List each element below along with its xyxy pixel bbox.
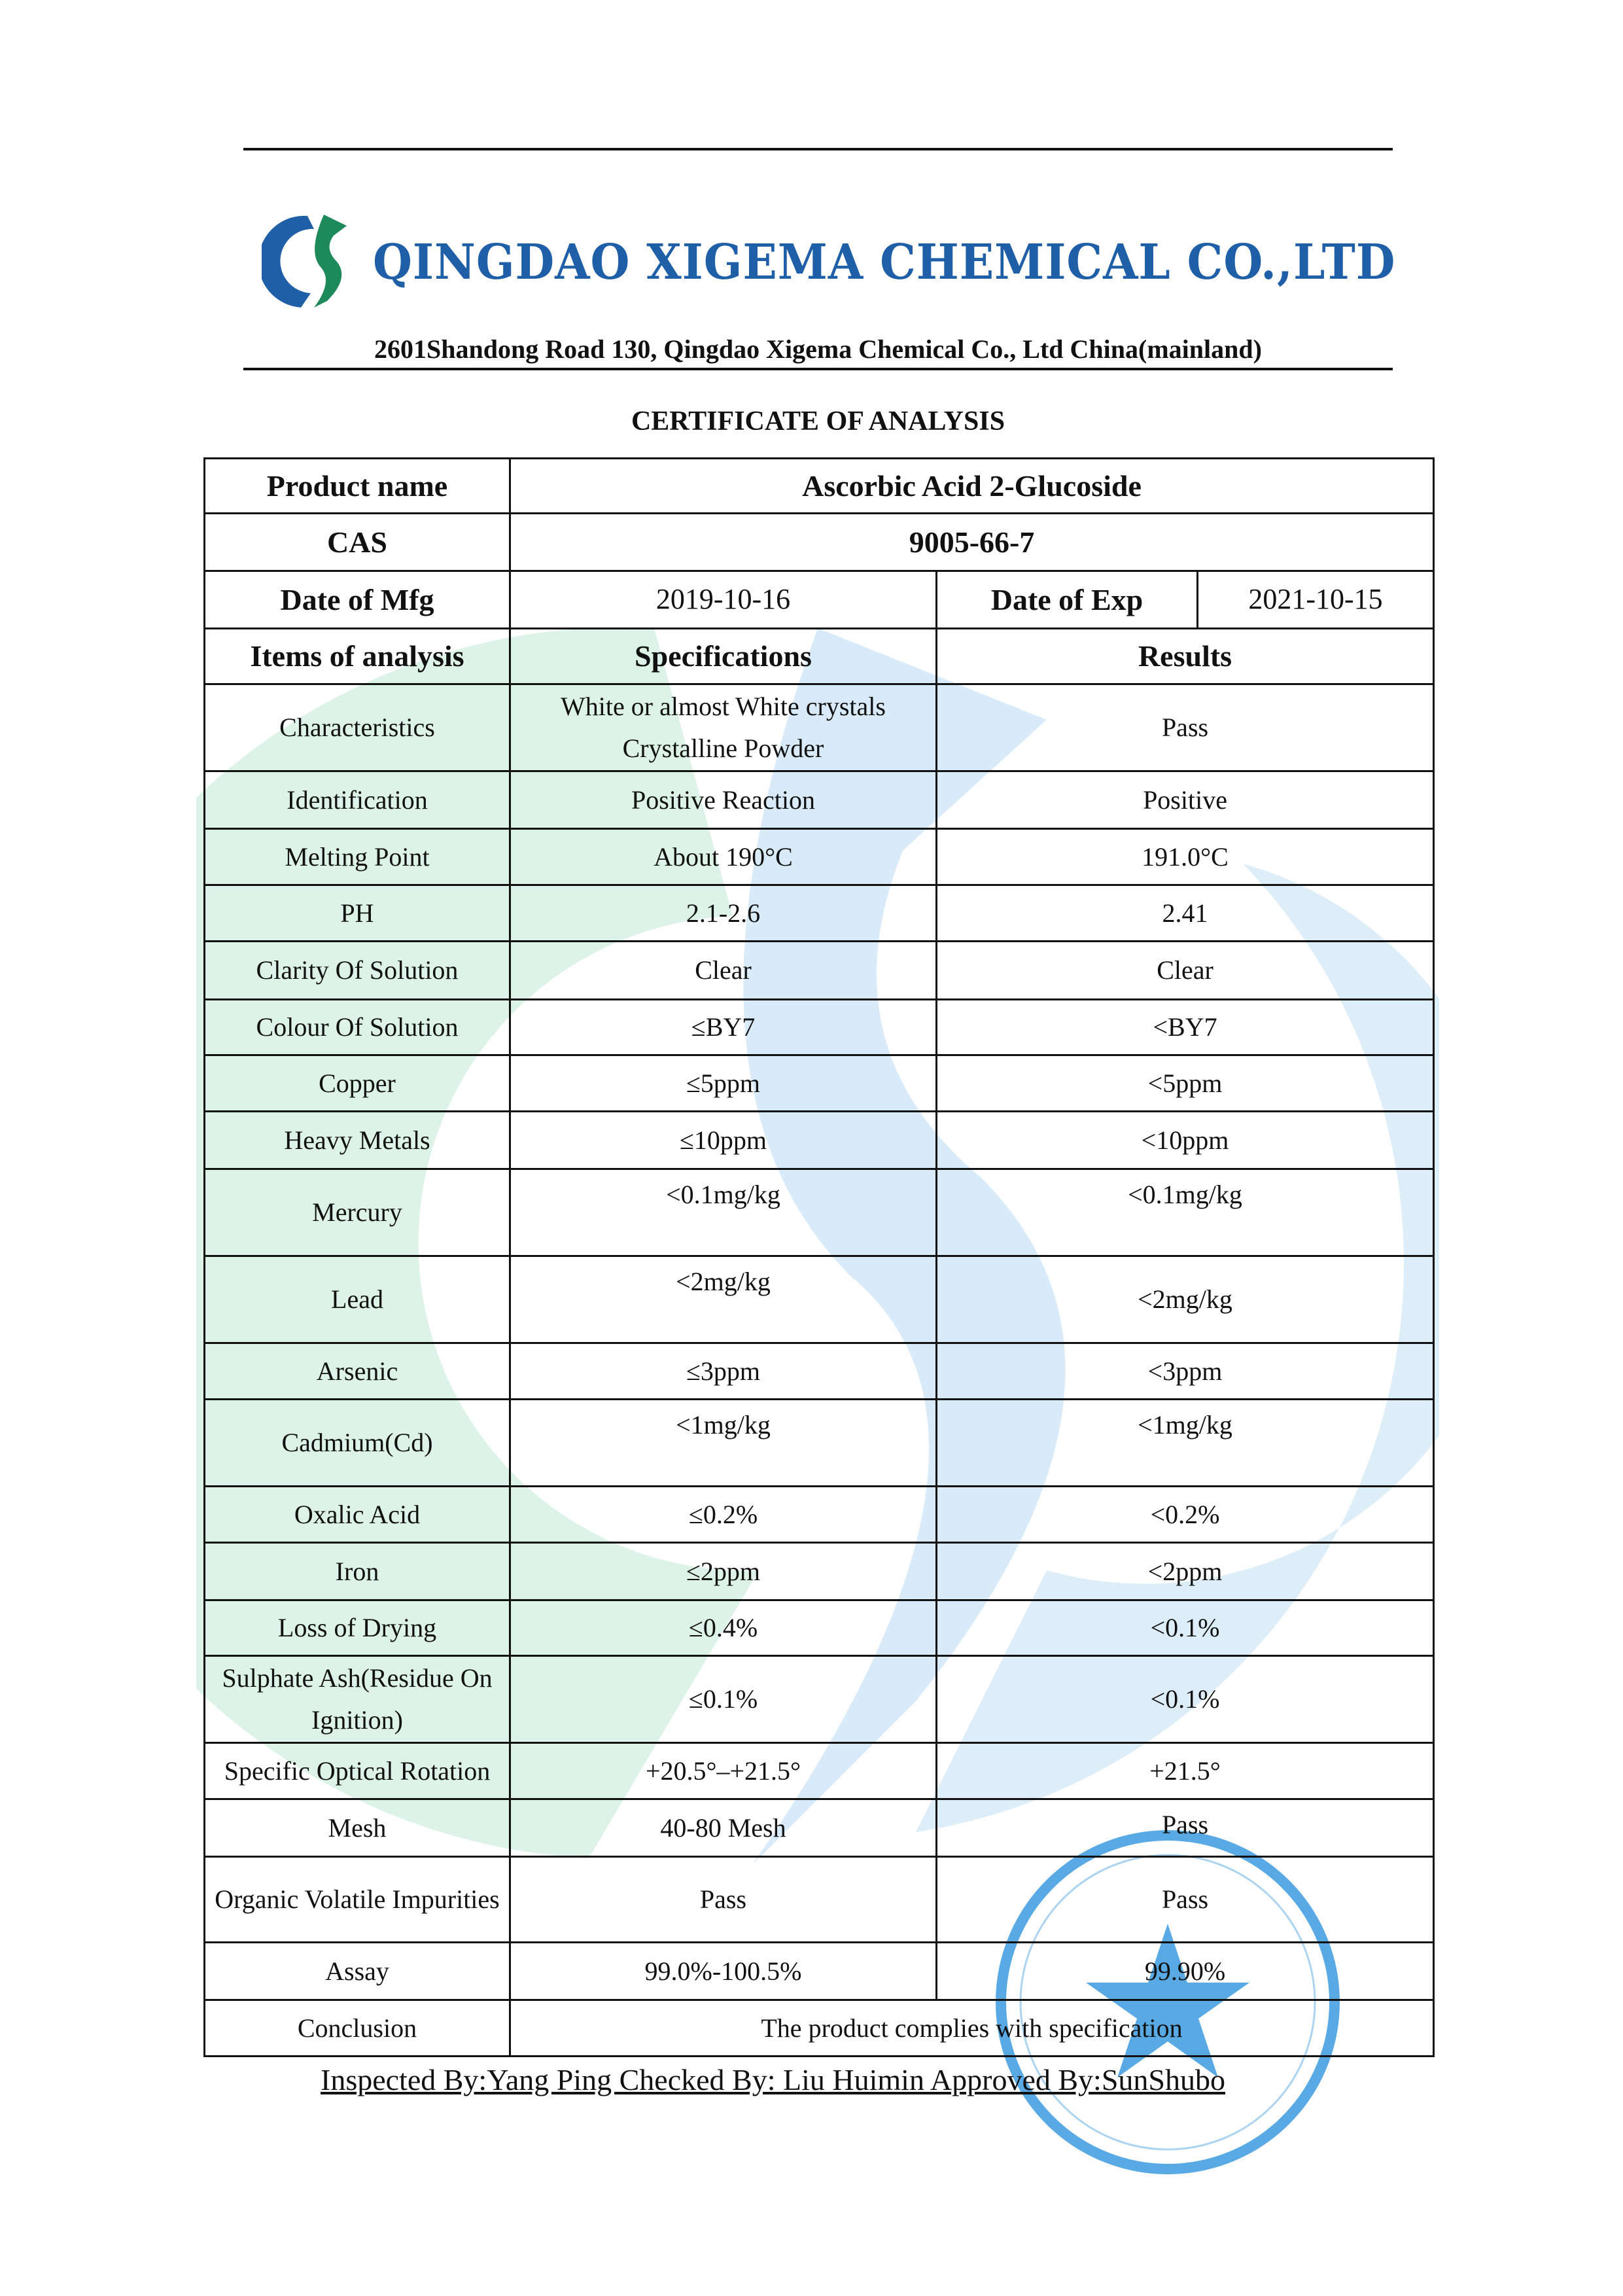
table-row xyxy=(205,771,1434,829)
item-cell: Mesh xyxy=(205,1799,510,1857)
result-cell: <10ppm xyxy=(937,1112,1434,1169)
product-name-label: Product name xyxy=(205,459,510,514)
conclusion-value: The product complies with specification xyxy=(510,2000,1434,2057)
spec-cell: ≤0.1% xyxy=(510,1656,937,1743)
item-cell: Arsenic xyxy=(205,1343,510,1400)
spec-cell: ≤10ppm xyxy=(510,1112,937,1169)
spec-cell: White or almost White crystals Crystalline Powder xyxy=(510,684,937,771)
cas-label: CAS xyxy=(205,514,510,571)
result-cell: 191.0°C xyxy=(937,829,1434,885)
table-row xyxy=(205,1857,1434,1943)
item-cell: Oxalic Acid xyxy=(205,1487,510,1543)
result-cell: Pass xyxy=(937,1857,1434,1943)
item-cell: Sulphate Ash(Residue On Ignition) xyxy=(205,1656,510,1743)
spec-cell: Pass xyxy=(510,1857,937,1943)
result-cell: Positive xyxy=(937,771,1434,829)
result-cell: +21.5° xyxy=(937,1743,1434,1799)
cas-value: 9005-66-7 xyxy=(510,514,1434,571)
result-cell: <0.1% xyxy=(937,1656,1434,1743)
document-title: CERTIFICATE OF ANALYSIS xyxy=(631,406,1005,436)
item-cell: PH xyxy=(205,885,510,942)
item-cell: Organic Volatile Impurities xyxy=(205,1857,510,1943)
table-row xyxy=(205,1543,1434,1600)
table-row xyxy=(205,1487,1434,1543)
result-cell: <0.1% xyxy=(937,1600,1434,1656)
mfg-value: 2019-10-16 xyxy=(510,571,937,629)
result-cell: <3ppm xyxy=(937,1343,1434,1400)
item-cell: Specific Optical Rotation xyxy=(205,1743,510,1799)
table-row xyxy=(205,1112,1434,1169)
item-cell: Cadmium(Cd) xyxy=(205,1400,510,1487)
logo-mark-icon xyxy=(262,209,366,314)
item-cell: Identification xyxy=(205,771,510,829)
table-row xyxy=(205,1600,1434,1656)
spec-cell: <0.1mg/kg xyxy=(510,1169,937,1256)
table-row xyxy=(205,684,1434,771)
column-header-items: Items of analysis xyxy=(205,629,510,684)
table-row xyxy=(205,1743,1434,1799)
item-cell: Melting Point xyxy=(205,829,510,885)
spec-cell: About 190°C xyxy=(510,829,937,885)
table-row xyxy=(205,1343,1434,1400)
spec-cell: ≤3ppm xyxy=(510,1343,937,1400)
conclusion-label: Conclusion xyxy=(205,2000,510,2057)
result-cell: <2ppm xyxy=(937,1543,1434,1600)
conclusion-row xyxy=(205,2000,1434,2057)
spec-cell: 99.0%-100.5% xyxy=(510,1943,937,2000)
result-cell: Clear xyxy=(937,942,1434,1000)
result-cell: 99.90% xyxy=(937,1943,1434,2000)
mfg-label: Date of Mfg xyxy=(205,571,510,629)
company-address: 2601Shandong Road 130, Qingdao Xigema Chemical Co., Ltd China(mainland) xyxy=(374,334,1262,364)
dates-row xyxy=(205,571,1434,629)
exp-label: Date of Exp xyxy=(937,571,1198,629)
company-name: QINGDAO XIGEMA CHEMICAL CO.,LTD xyxy=(373,234,1396,291)
spec-cell: ≤0.4% xyxy=(510,1600,937,1656)
item-cell: Heavy Metals xyxy=(205,1112,510,1169)
spec-cell: ≤5ppm xyxy=(510,1055,937,1112)
item-cell: Loss of Drying xyxy=(205,1600,510,1656)
top-rule xyxy=(243,148,1393,150)
result-cell: <1mg/kg xyxy=(937,1400,1434,1487)
table-row xyxy=(205,1799,1434,1857)
table-row xyxy=(205,1000,1434,1055)
spec-cell: ≤BY7 xyxy=(510,1000,937,1055)
table-row xyxy=(205,942,1434,1000)
item-cell: Characteristics xyxy=(205,684,510,771)
result-cell: <0.1mg/kg xyxy=(937,1169,1434,1256)
result-cell: <5ppm xyxy=(937,1055,1434,1112)
spec-cell: Clear xyxy=(510,942,937,1000)
signatures-line: Inspected By:Yang Ping Checked By: Liu Huimin Approved By:SunShubo xyxy=(321,2063,1225,2096)
table-row xyxy=(205,885,1434,942)
column-header-row xyxy=(205,629,1434,684)
column-header-specifications: Specifications xyxy=(510,629,937,684)
exp-value: 2021-10-15 xyxy=(1198,571,1434,629)
table-row xyxy=(205,1256,1434,1343)
table-row xyxy=(205,1169,1434,1256)
coa-table xyxy=(203,457,1435,2057)
result-cell: 2.41 xyxy=(937,885,1434,942)
item-cell: Colour Of Solution xyxy=(205,1000,510,1055)
spec-cell: <2mg/kg xyxy=(510,1256,937,1343)
table-row xyxy=(205,829,1434,885)
result-cell: <BY7 xyxy=(937,1000,1434,1055)
result-cell: Pass xyxy=(937,1799,1434,1857)
item-cell: Assay xyxy=(205,1943,510,2000)
table-row xyxy=(205,1656,1434,1743)
spec-cell: 2.1-2.6 xyxy=(510,885,937,942)
item-cell: Clarity Of Solution xyxy=(205,942,510,1000)
result-cell: <2mg/kg xyxy=(937,1256,1434,1343)
spec-cell: ≤0.2% xyxy=(510,1487,937,1543)
result-cell: <0.2% xyxy=(937,1487,1434,1543)
product-name-value: Ascorbic Acid 2-Glucoside xyxy=(510,459,1434,514)
spec-cell: +20.5°–+21.5° xyxy=(510,1743,937,1799)
table-row xyxy=(205,1055,1434,1112)
item-cell: Lead xyxy=(205,1256,510,1343)
item-cell: Iron xyxy=(205,1543,510,1600)
spec-cell: <1mg/kg xyxy=(510,1400,937,1487)
column-header-results: Results xyxy=(937,629,1434,684)
item-cell: Mercury xyxy=(205,1169,510,1256)
cas-row xyxy=(205,514,1434,571)
item-cell: Copper xyxy=(205,1055,510,1112)
result-cell: Pass xyxy=(937,684,1434,771)
spec-cell: 40-80 Mesh xyxy=(510,1799,937,1857)
spec-cell: Positive Reaction xyxy=(510,771,937,829)
spec-cell: ≤2ppm xyxy=(510,1543,937,1600)
table-row xyxy=(205,1943,1434,2000)
company-logo xyxy=(262,209,1400,314)
product-name-row xyxy=(205,459,1434,514)
address-rule xyxy=(243,368,1393,370)
table-row xyxy=(205,1400,1434,1487)
